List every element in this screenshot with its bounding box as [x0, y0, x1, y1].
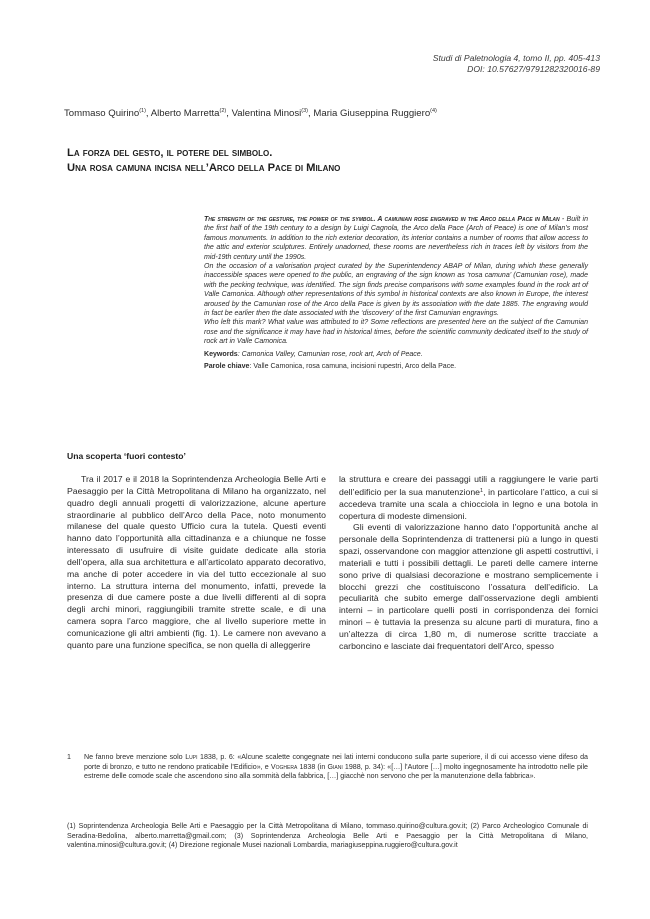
author-name: Tommaso Quirino: [64, 108, 140, 119]
body-paragraph: Tra il 2017 e il 2018 la Soprintendenza Archeologia Belle Arti e Paesaggio per la Città Metropolitana di Milano ha organizzato, nel quadro degli annuali progetti di valorizzazione, alcune aperture straordinarie al pubblico dell’Arco della Pace, noto monumento milanese del quale questo Ufficio cura la tutela. Questi eventi hanno dato l’opportunità alla cittadinanza e a chiunque ne fosse interessato di usufruire di visite guidate dedicate alla storia dell’opera, alla sua architettura e all’articolato apparato decorativo, ma anche di poter accedere in via del tutto eccezionale al suo interno. La struttura interna del monumento, infatti, prevede la presenza di due camere poste a due livelli differenti al di sopra degli archi minori, raggiungibili tramite strette scale, e di una camera sopra l’arco maggiore, che al livello superiore mette in comunicazione gli altri ambienti (fig. 1). Le camere non avevano a quanto pare una funzione specifica, se non quella di alleggerire: [67, 474, 326, 650]
body-column-right: [339, 474, 598, 653]
parole-chiave-text: : Valle Camonica, rosa camuna, incisioni rupestri, Arco della Pace.: [249, 363, 457, 371]
keywords-text: : Camonica Valley, Camunian rose, rock art, Arch of Peace.: [237, 350, 423, 358]
abstract-text-1: - Built in the first half of the 19th century to a design by Luigi Cagnola, the Arco della Pace (Arch of Peace) is one of Milan’s most famous monuments. In addition to the rich exterior decoration, its interior contains a number of rooms that allow access to the attic and exterior sculptures. Entirely unadorned, these rooms are nevertheless rich in traces left by visitors from the mid-19th century until the 1990s.: [204, 216, 588, 261]
footnote-segment: 1838 (in: [297, 762, 328, 771]
title-line-1: La forza del gesto, il potere del simbolo.: [67, 147, 273, 159]
footnote-ref: 1: [480, 487, 484, 494]
abstract-paragraph-1: [204, 215, 588, 262]
footnote-segment: Ne fanno breve menzione solo: [84, 753, 186, 761]
footnote-segment: 1988, p. 34): «[…] l’Autore […] molto ingegnosamente ha introdotto nelle pile estreme delle comode scale che ascendono sino alla sommità della fabbrica, […] giacchè non servono che per la manutenzione della fabbrica».: [84, 762, 588, 781]
body-column-left: [67, 474, 326, 652]
author-name: Valentina Minosi: [231, 108, 302, 119]
author-affiliation-mark: (3): [301, 108, 309, 114]
body-paragraph: [339, 474, 598, 522]
journal-citation: Studi di Paletnologia 4, tomo II, pp. 405-413: [432, 53, 600, 63]
keywords: [204, 350, 588, 359]
author-name: Maria Giuseppina Ruggiero: [313, 108, 431, 119]
footnote-segment: 1838, p. 6: «Alcune scalette congegnate nei lati interni conducono sulla parte superiore, il di cui accesso viene difeso da porte di bronzo, e tutto ne rendono praticabile l’Edificio», e: [84, 753, 588, 771]
doi: DOI: 10.57627/9791282320016-89: [467, 64, 600, 74]
paper-title: [67, 146, 340, 176]
author-name: Alberto Marretta: [150, 108, 220, 119]
footnote-text: [84, 753, 588, 782]
body-text: la struttura e creare dei passaggi utili a raggiungere le varie parti dell’edificio per la sua manutenzione: [339, 474, 598, 497]
author-affiliation-mark: (2): [219, 108, 227, 114]
cited-author: Voghera: [270, 762, 298, 771]
author-affiliations: (1) Soprintendenza Archeologia Belle Arti e Paesaggio per la Città Metropolitana di Milano, tommaso.quirino@cultura.gov.it; (2) Parco Archeologico Comunale di Seradina-Bedolina, alberto.marretta@gmail.com; (3) Soprintendenza Archeologia Belle Arti e Paesaggio per la Città Metropolitana di Milano, valentina.minosi@cultura.gov.it; (4) Direzione regionale Musei nazionali Lombardia, mariagiuseppina.ruggiero@cultura.gov.it: [67, 822, 588, 850]
abstract: [204, 215, 588, 372]
section-heading: Una scoperta ‘fuori contesto’: [67, 451, 186, 461]
title-line-2: Una rosa camuna incisa nell’Arco della Pace di Milano: [67, 162, 341, 174]
author-affiliation-mark: (4): [430, 108, 437, 114]
body-paragraph: Gli eventi di valorizzazione hanno dato l’opportunità anche al personale della Soprintendenza di trattenersi più a lungo in questi spazi, osservandone con maggior attenzione gli aspetti costruttivi, i materiali e tutti i possibili dettagli. Le pareti delle camere interne sono prive di qualsiasi decorazione e mostrano semplicemente i blocchi grezzi che costituiscono l’ossatura dell’edificio. La peculiarità che subito emerge dall’osservazione degli ambienti interni – in particolare quelli posti in corrispondenza dei fornici minori – è tuttavia la presenza su alcune parti di muratura, fino a un’altezza di circa 1,80 m, di numerose scritte tracciate a carboncino e lasciate dai frequentatori dell’Arco, spesso: [339, 522, 598, 651]
author-affiliation-mark: (1): [139, 108, 146, 114]
parole-chiave-label: Parole chiave: [204, 363, 250, 371]
footnote: [67, 753, 588, 782]
abstract-paragraph-2: On the occasion of a valorisation project curated by the Superintendency ABAP of Milan, during which these generally inaccessible spaces were opened to the public, an engraving of the sign known as ‘rosa camuna’ (Camunian rose), made with the pecking technique, was identified. The sign finds precise comparisons with some examples found in the rock art of Valle Camonica. Although other representations of this symbol in historical contexts are also known in Europe, the interest aroused by the Camunian rose of the Arco della Pace is given by its association with the date 1885. The engraving would in fact be earlier then the date associated with the ‘discovery’ of the first Camunian engravings.: [204, 263, 588, 318]
cited-author: Lupi: [185, 753, 198, 761]
author-list: Tommaso Quirino$^{(1)}$, Alberto Marretta$^{(2)}$, Valentina Minosi$^{(3)}$, Maria Giuseppina Ruggiero$^{(4)}$: [64, 108, 437, 119]
cited-author: Giani: [327, 762, 343, 771]
abstract-paragraph-3: Who left this mark? What value was attributed to it? Some reflections are presented here on the subject of the Camunian rose and the significance it may have had in historical times, before the scientific community dedicated itself to the study of rock art in Valle Camonica.: [204, 319, 588, 346]
parole-chiave: [204, 362, 588, 371]
journal-header: [433, 53, 600, 75]
keywords-label: Keywords: [204, 350, 238, 358]
body-text: , in particolare l’attico, a cui si accedeva tramite una scala a chiocciola in legno e una botola in copertura di modeste dimensioni.: [339, 486, 598, 521]
abstract-title: The strength of the gesture, the power of the symbol. A camunian rose engraved in the Arco della Pace in Milan: [204, 216, 560, 223]
footnote-number: 1: [67, 753, 71, 761]
